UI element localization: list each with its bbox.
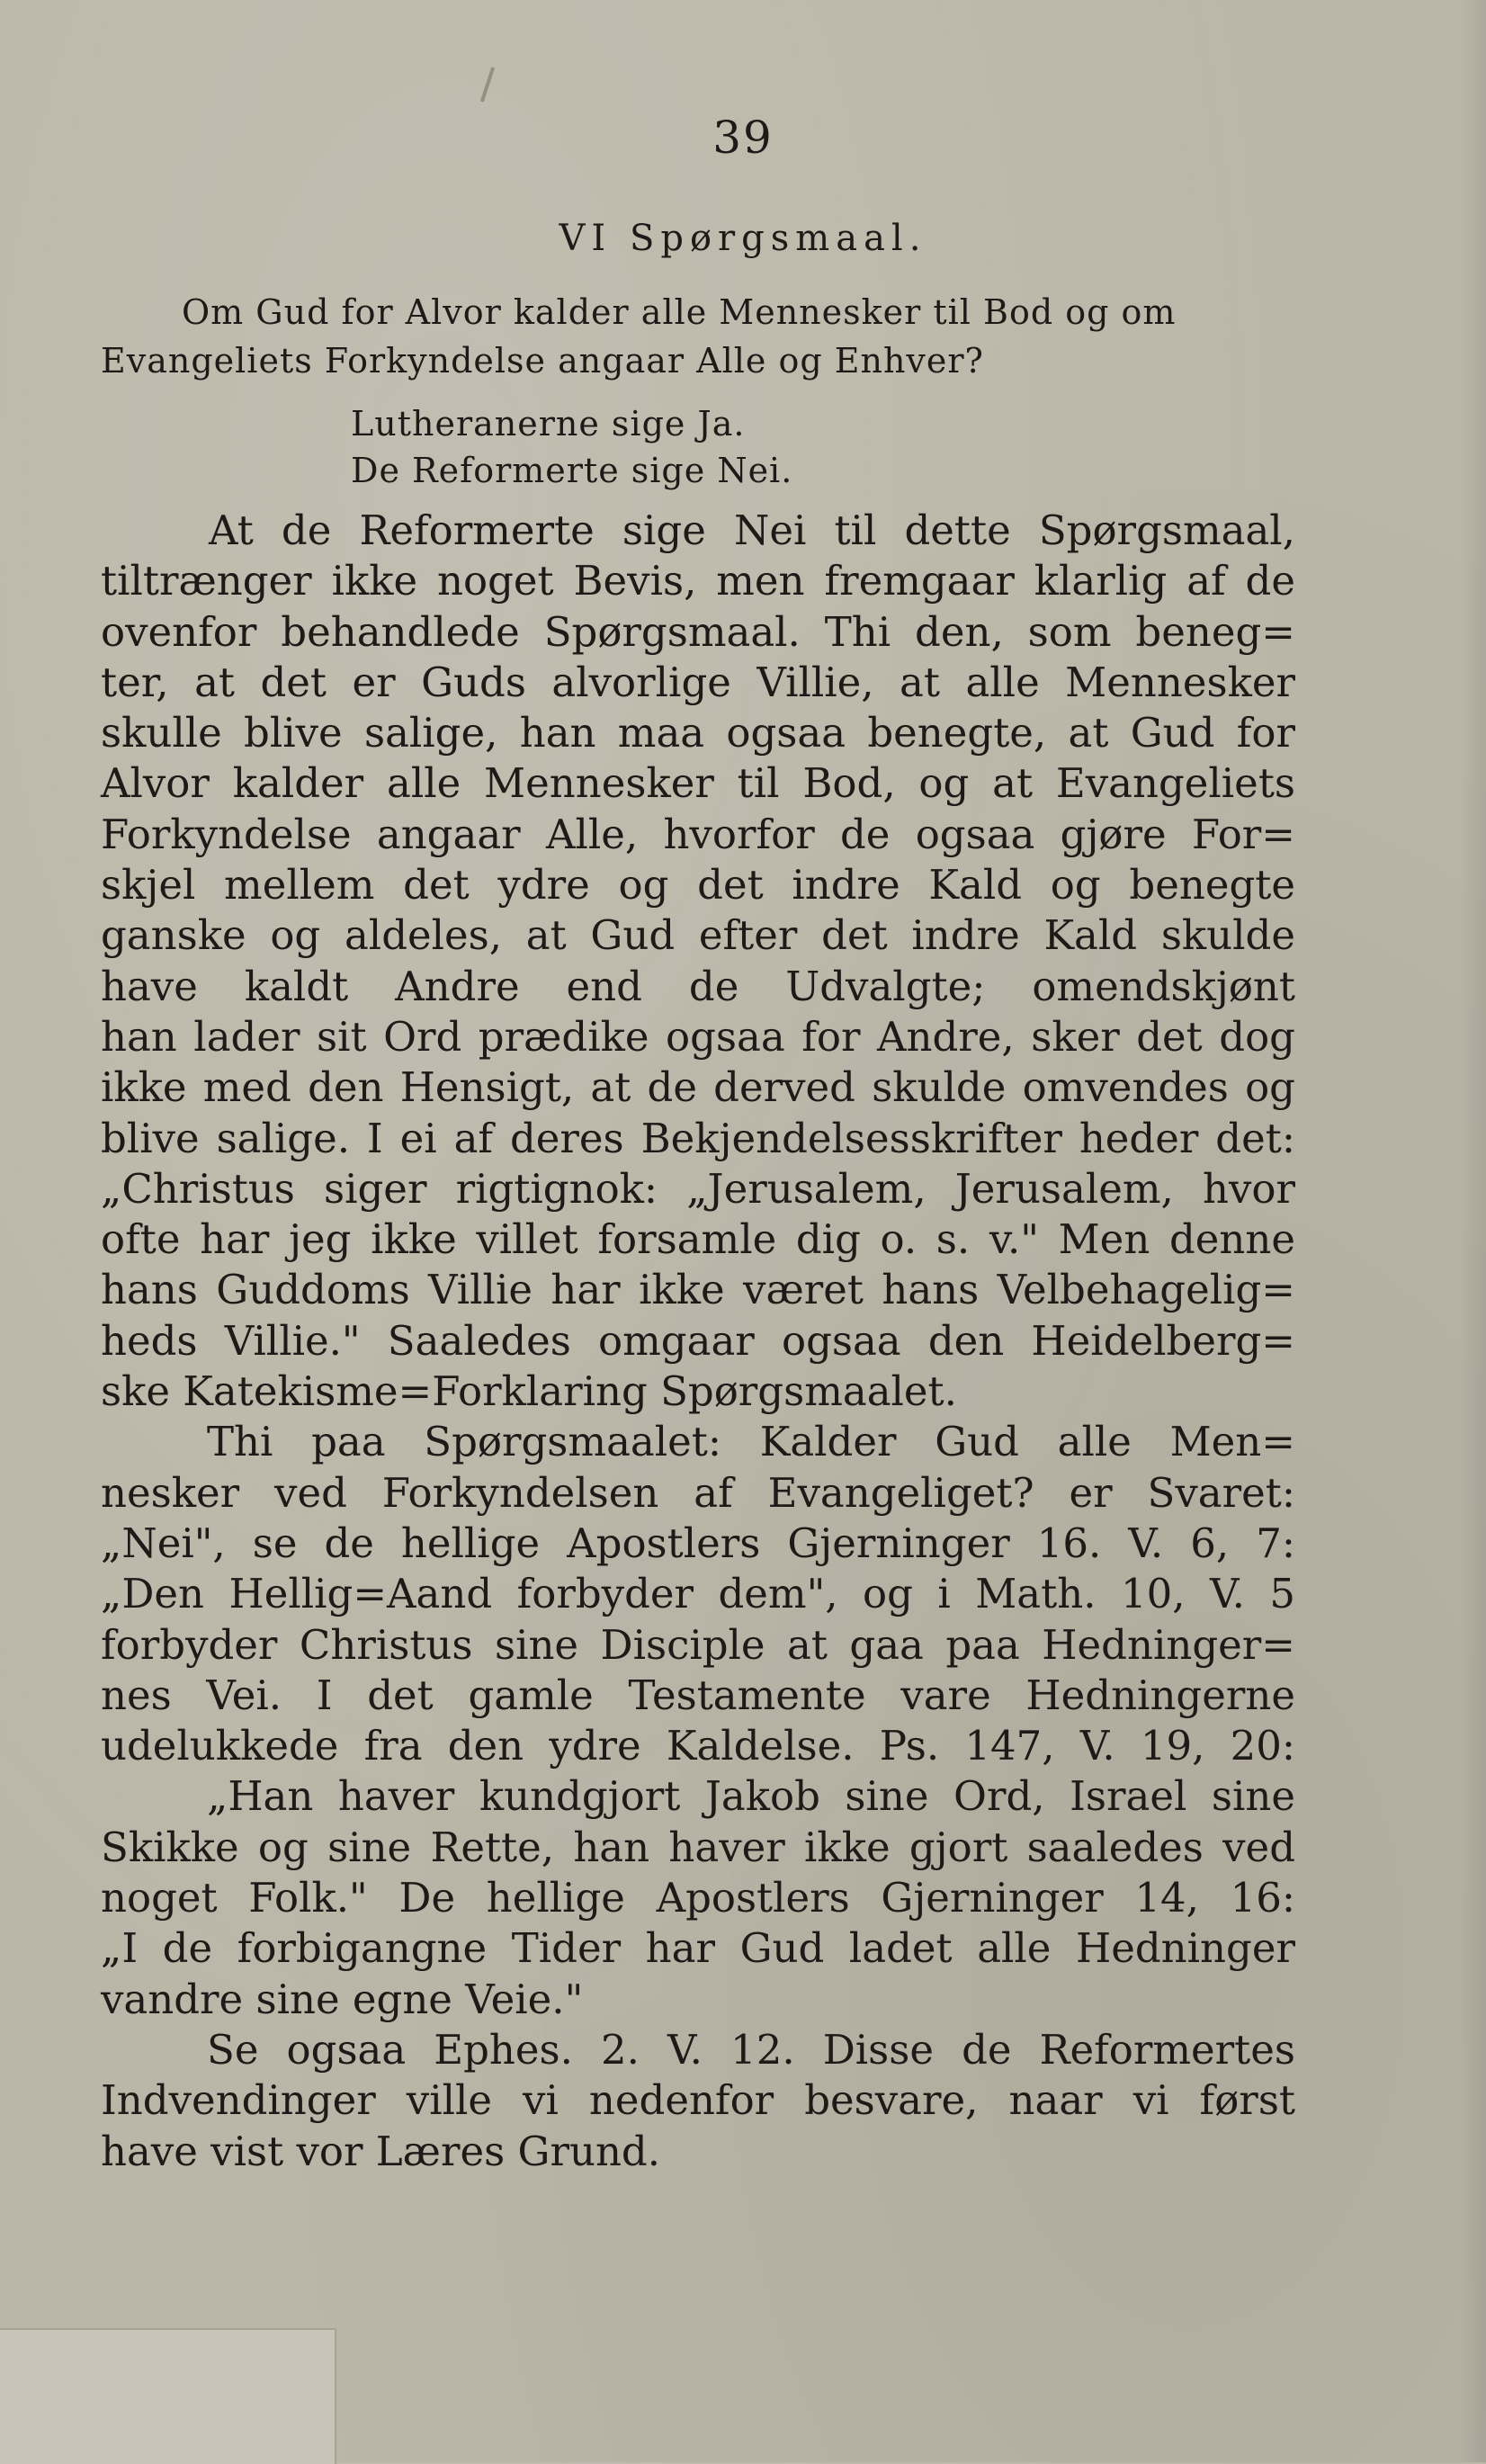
- body-line: At de Reformerte sige Nei til dette Spørgsmaal,: [209, 506, 1295, 554]
- scan-margin-strip: [0, 2328, 336, 2464]
- body-line: nesker ved Forkyndelsen af Evangeliget? er Svaret:: [101, 1468, 1295, 1517]
- body-line: have kaldt Andre end de Udvalgte; omendskjønt: [101, 962, 1295, 1010]
- body-line: udelukkede fra den ydre Kaldelse. Ps. 147, V. 19, 20:: [101, 1722, 1295, 1770]
- body-line: Indvendinger ville vi nedenfor besvare, naar vi først: [101, 2076, 1295, 2125]
- body-line: Se ogsaa Ephes. 2. V. 12. Disse de Reformertes: [207, 2025, 1295, 2074]
- body-line: have vist vor Læres Grund.: [101, 2127, 661, 2175]
- question-text: [101, 288, 1288, 385]
- body-line: „Christus siger rigtignok: „Jerusalem, Jerusalem, hvor: [101, 1164, 1295, 1213]
- body-line: tiltrænger ikke noget Bevis, men fremgaar klarlig af de: [101, 557, 1295, 605]
- body-line: ske Katekisme=Forklaring Spørgsmaalet.: [101, 1367, 957, 1416]
- body-line: „I de forbigangne Tider har Gud ladet alle Hedninger: [101, 1924, 1295, 1973]
- body-line: ofte har jeg ikke villet forsamle dig o. s. v." Men denne: [101, 1215, 1295, 1264]
- body-line: Thi paa Spørgsmaalet: Kalder Gud alle Men=: [207, 1418, 1295, 1466]
- page-number: 39: [712, 112, 774, 164]
- page-edge-shadow: [1459, 0, 1486, 2462]
- body-line: skulle blive salige, han maa ogsaa benegte, at Gud for: [101, 709, 1295, 757]
- body-line: noget Folk." De hellige Apostlers Gjerninger 14, 16:: [101, 1874, 1295, 1922]
- answers-block: [351, 400, 792, 494]
- body-line: ganske og aldeles, at Gud efter det indre Kald skulde: [101, 911, 1295, 960]
- answer-reformed: De Reformerte sige Nei.: [351, 451, 793, 490]
- body-line: vandre sine egne Veie.": [101, 1975, 584, 2023]
- body-line: han lader sit Ord prædike ogsaa for Andre, sker det dog: [101, 1012, 1295, 1061]
- body-text: [101, 506, 1295, 2177]
- body-line: „Han haver kundgjort Jakob sine Ord, Israel sine: [207, 1772, 1295, 1821]
- section-heading: VI Spørgsmaal.: [559, 218, 927, 259]
- body-line: skjel mellem det ydre og det indre Kald og benegte: [101, 861, 1295, 909]
- question-line: Evangeliets Forkyndelse angaar Alle og Enhver?: [101, 341, 984, 381]
- body-line: hans Guddoms Villie har ikke været hans Velbehagelig=: [101, 1266, 1295, 1314]
- body-line: ikke med den Hensigt, at de derved skulde omvendes og: [101, 1063, 1295, 1112]
- body-line: ovenfor behandlede Spørgsmaal. Thi den, som beneg=: [101, 607, 1295, 656]
- body-line: „Nei", se de hellige Apostlers Gjerninger 16. V. 6, 7:: [101, 1519, 1295, 1567]
- body-line: Skikke og sine Rette, han haver ikke gjort saaledes ved: [101, 1823, 1295, 1871]
- body-line: ter, at det er Guds alvorlige Villie, at alle Mennesker: [101, 658, 1295, 706]
- body-line: nes Vei. I det gamle Testamente vare Hedningerne: [101, 1671, 1295, 1719]
- body-line: Alvor kalder alle Mennesker til Bod, og at Evangeliets: [101, 759, 1295, 808]
- question-line: Om Gud for Alvor kalder alle Mennesker til Bod og om: [182, 292, 1177, 332]
- body-line: blive salige. I ei af deres Bekjendelsesskrifter heder det:: [101, 1114, 1295, 1162]
- pencil-mark: [480, 67, 495, 102]
- body-line: „Den Hellig=Aand forbyder dem", og i Math. 10, V. 5: [101, 1570, 1295, 1618]
- answer-lutheran: Lutheranerne sige Ja.: [351, 404, 746, 444]
- body-line: heds Villie." Saaledes omgaar ogsaa den Heidelberg=: [101, 1316, 1295, 1365]
- body-line: forbyder Christus sine Disciple at gaa paa Hedninger=: [101, 1620, 1295, 1669]
- body-line: Forkyndelse angaar Alle, hvorfor de ogsaa gjøre For=: [101, 810, 1295, 858]
